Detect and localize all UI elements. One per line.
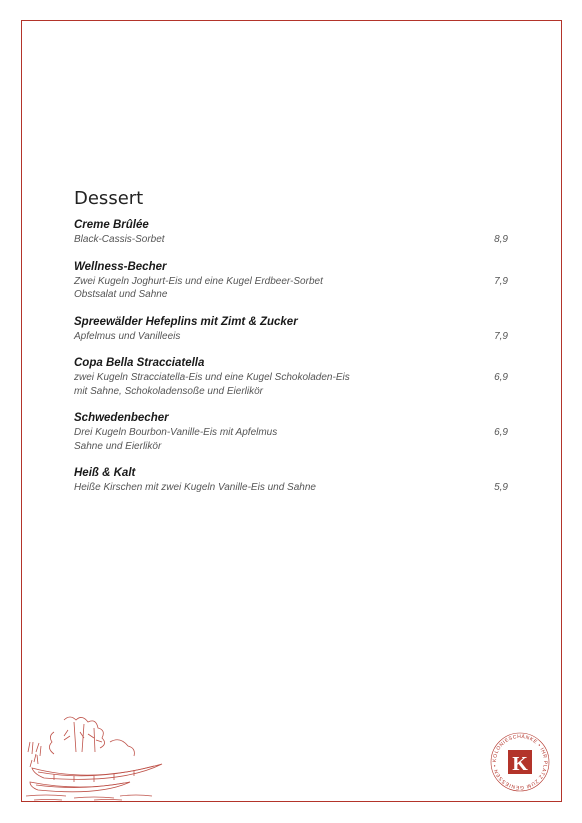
menu-item-price: 7,9: [494, 275, 508, 287]
menu-item-desc: Drei Kugeln Bourbon-Vanille-Eis mit Apfelmus: [74, 427, 278, 438]
menu-item-price: 6,9: [494, 427, 508, 438]
menu-item-name: Spreewälder Hefeplins mit Zimt & Zucker: [74, 315, 298, 328]
menu-item-desc: zwei Kugeln Stracciatella-Eis und eine Kugel Schokoladen-Eis: [74, 372, 350, 383]
menu-item-name: Copa Bella Stracciatella: [74, 357, 205, 369]
menu-item-desc: Black-Cassis-Sorbet: [74, 234, 165, 245]
menu-item-name: Heiß & Kalt: [74, 467, 136, 479]
dessert-menu: [74, 218, 508, 508]
menu-item: [74, 356, 508, 398]
menu-item-desc: Sahne und Eierlikör: [74, 440, 162, 452]
menu-item-price: 6,9: [494, 372, 508, 383]
menu-item-price: 5,9: [494, 482, 508, 493]
page-title: Dessert: [74, 188, 144, 210]
menu-item-desc: Heiße Kirschen mit zwei Kugeln Vanille-Eis und Sahne: [74, 482, 316, 493]
menu-item-name: Creme Brûlée: [74, 219, 149, 231]
menu-item-desc: Zwei Kugeln Joghurt-Eis und eine Kugel Erdbeer-Sorbet: [74, 275, 323, 287]
menu-item-name: Wellness-Becher: [74, 260, 167, 273]
menu-item: [74, 218, 508, 247]
menu-item-desc: Apfelmus und Vanilleeis: [74, 330, 181, 342]
menu-item: [74, 260, 508, 302]
menu-item-price: 7,9: [494, 330, 508, 342]
menu-item: [74, 315, 508, 344]
menu-item-price: 8,9: [494, 234, 508, 245]
canoe-illustration: [24, 712, 166, 802]
logo-letter: K: [512, 753, 528, 775]
menu-item-desc: mit Sahne, Schokoladensoße und Eierlikör: [74, 385, 263, 397]
menu-item-desc: Obstsalat und Sahne: [74, 289, 168, 300]
menu-item-name: Schwedenbecher: [74, 412, 169, 424]
logo-ring-text: KOLONIESCHÄNKE • IHR PLATZ ZUM GENIESSEN •: [491, 733, 549, 791]
menu-item: [74, 466, 508, 495]
menu-item: [74, 411, 508, 453]
koloniesschaenke-logo: [488, 730, 552, 794]
